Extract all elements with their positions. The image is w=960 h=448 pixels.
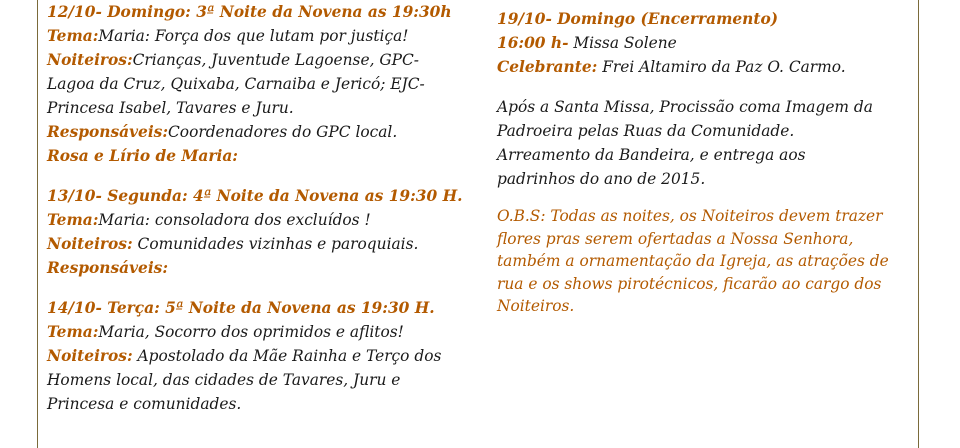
procession-line2: Padroeira pelas Ruas da Comunidade. [497, 122, 795, 140]
day-13-responsaveis: Responsáveis: [47, 259, 169, 277]
day-14-heading: 14/10- Terça: 5ª Noite da Novena as 19:30 H. [47, 299, 435, 317]
day-14-tema: Tema:Maria, Socorro dos oprimidos e aflitos! [47, 323, 404, 341]
celebrante: Celebrante: Frei Altamiro da Paz O. Carmo. [497, 58, 846, 76]
obs-line1: O.B.S: Todas as noites, os Noiteiros devem trazer [497, 207, 883, 225]
left-column [47, 0, 467, 416]
procession-line1: Após a Santa Missa, Procissão coma Imagem da [497, 98, 873, 116]
day-12-rosa-lirio: Rosa e Lírio de Maria: [47, 147, 238, 165]
day-13-heading: 13/10- Segunda: 4ª Noite da Novena as 19:30 H. [47, 187, 463, 205]
right-column [497, 7, 907, 318]
day-14-noiteiros-line2: Homens local, das cidades de Tavares, Juru e [47, 371, 401, 389]
mass-time: 16:00 h- Missa Solene [497, 34, 677, 52]
procession-line3: Arreamento da Bandeira, e entrega aos [497, 146, 806, 164]
day-12-responsaveis: Responsáveis:Coordenadores do GPC local. [47, 123, 398, 141]
obs-line2: flores pras serem ofertadas a Nossa Senhora, [497, 229, 854, 248]
obs-line5: Noiteiros. [497, 297, 575, 315]
day-14-noiteiros: Noiteiros: Apostolado da Mãe Rainha e Terço dos [47, 347, 442, 365]
obs-line3: também a ornamentação da Igreja, as atrações de [497, 252, 889, 270]
procession-line4: padrinhos do ano de 2015. [497, 170, 706, 188]
day-12-noiteiros: Noiteiros:Crianças, Juventude Lagoense, GPC- [47, 51, 419, 69]
day-13-noiteiros: Noiteiros: Comunidades vizinhas e paroquiais. [47, 235, 419, 253]
day-12-heading: 12/10- Domingo: 3ª Noite da Novena as 19:30h [47, 3, 452, 21]
day-12-noiteiros-line2: Lagoa da Cruz, Quixaba, Carnaiba e Jericó; EJC- [47, 75, 425, 93]
day-13-tema: Tema:Maria: consoladora dos excluídos ! [47, 211, 371, 229]
obs-line4: rua e os shows pirotécnicos, ficarão ao cargo dos [497, 274, 882, 293]
day-12-tema: Tema:Maria: Força dos que lutam por justiça! [47, 27, 409, 45]
day-19-heading: 19/10- Domingo (Encerramento) [497, 10, 778, 28]
day-14-noiteiros-line3: Princesa e comunidades. [47, 395, 242, 413]
day-12-noiteiros-line3: Princesa Isabel, Tavares e Juru. [47, 99, 294, 117]
